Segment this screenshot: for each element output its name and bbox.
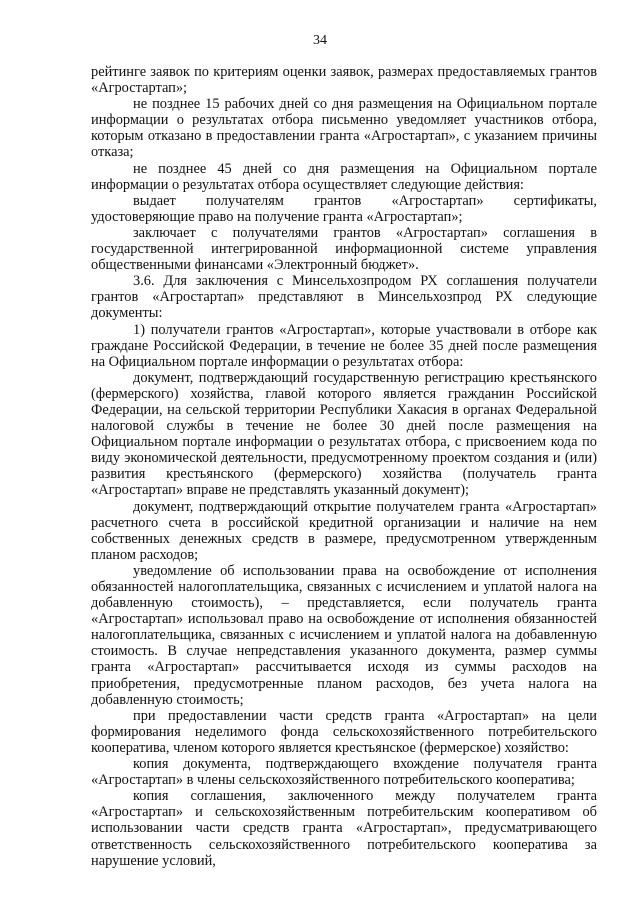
- paragraph: 1) получатели грантов «Агростартап», которые участвовали в отборе как граждане Российской Федерации, в течение не более 35 дней после размещения на Официальном портале информации о результатах отбора:: [91, 321, 597, 370]
- paragraph: заключает с получателями грантов «Агростартап» соглашения в государственной интегрированной информационной системе управления общественными финансами «Электронный бюджет».: [91, 224, 597, 274]
- paragraph: рейтинге заявок по критериям оценки заявок, размерах предоставляемых грантов «Агростартап»;: [91, 64, 597, 97]
- paragraph: не позднее 15 рабочих дней со дня размещения на Официальном портале информации о результатах отбора письменно уведомляет участников отбора, которым отказано в предоставлении гранта «Агростартап», с указанием причины отказа;: [91, 96, 597, 161]
- paragraph: не позднее 45 дней со дня размещения на Официальном портале информации о результатах отбора осуществляет следующие действия:: [91, 160, 597, 193]
- paragraph: при предоставлении части средств гранта «Агростартап» на цели формирования неделимого фонда сельскохозяйственного потребительского кооператива, членом которого является крестьянское (фермерское) хозяйство:: [91, 707, 597, 756]
- paragraph: документ, подтверждающий открытие получателем гранта «Агростартап» расчетного счета в российской кредитной организации и наличие на нем собственных денежных средств в размере, предусмотренном утвержденным планом расходов;: [91, 498, 597, 563]
- paragraph: документ, подтверждающий государственную регистрацию крестьянского (фермерского) хозяйства, главой которого является гражданин Российской Федерации, на сельской территории Республики Хакасия в органах Федеральной налоговой службы в течение не более 30 дней после размещения на Официальном портале информации о результатах отбора, с присвоением кода по виду экономической деятельности, предусмотренному проектом создания и (или) развития крестьянского (фермерского) хозяйства (получатель гранта «Агростартап» вправе не представлять указанный документ);: [91, 369, 597, 499]
- paragraph: выдает получателям грантов «Агростартап» сертификаты, удостоверяющие право на получение гранта «Агростартап»;: [91, 192, 597, 225]
- paragraph: копия соглашения, заключенного между получателем гранта «Агростартап» и сельскохозяйственным потребительским кооперативом об использовании части средств гранта «Агростартап», предусматривающего ответственность сельскохозяйственного потребительского кооператива за нарушение условий,: [91, 788, 597, 869]
- paragraph: копия документа, подтверждающего вхождение получателя гранта «Агростартап» в члены сельскохозяйственного потребительского кооператива;: [91, 756, 597, 789]
- page-number: 34: [313, 33, 327, 48]
- document-body: [91, 64, 597, 869]
- paragraph: 3.6. Для заключения с Минсельхозпродом РХ соглашения получатели грантов «Агростартап» представляют в Минсельхозпрод РХ следующие документы:: [91, 273, 597, 322]
- paragraph: уведомление об использовании права на освобождение от исполнения обязанностей налогоплательщика, связанных с исчислением и уплатой налога на добавленную стоимость), – представляется, если получатель гранта «Агростартап» использовал право на освобождение от исполнения обязанностей налогоплательщика, связанных с исчислением и уплатой налога на добавленную стоимость. В случае непредставления указанного документа, размер суммы гранта «Агростартап» рассчитывается исходя из суммы расходов на приобретения, предусмотренные планом расходов, без учета налога на добавленную стоимость;: [91, 562, 597, 708]
